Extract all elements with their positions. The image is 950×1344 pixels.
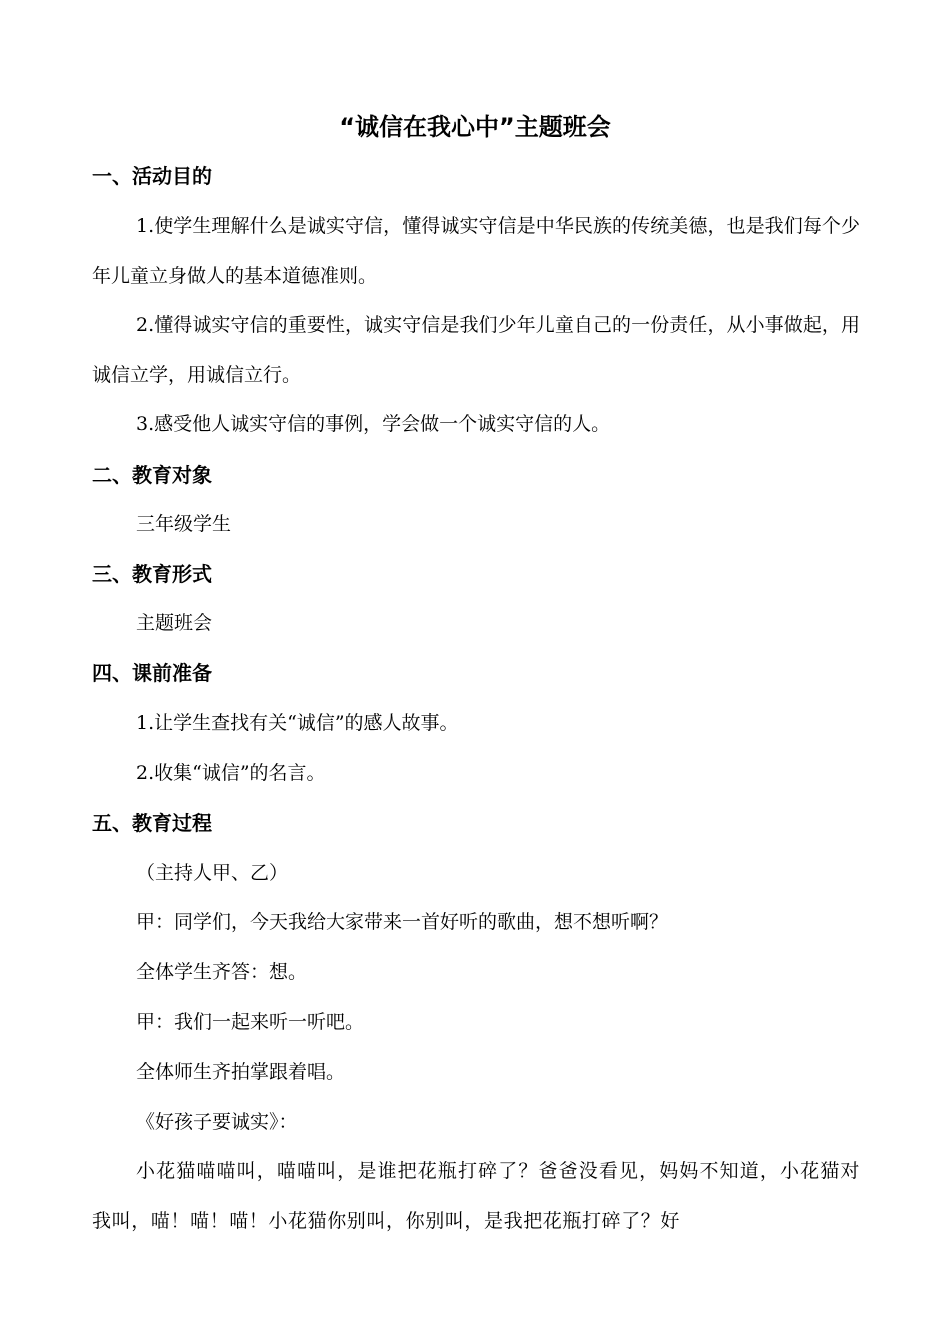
audience-text: 三年级学生 <box>136 513 232 535</box>
process-line-host-a-intro: 甲：同学们，今天我给大家带来一首好听的歌曲，想不想听啊？ <box>136 911 669 933</box>
process-line-host-a-listen: 甲：我们一起来听一听吧。 <box>136 1011 365 1033</box>
purpose-item-3: 3.感受他人诚实守信的事例，学会做一个诚实守信的人。 <box>136 413 611 435</box>
section-heading-process: 五、教育过程 <box>92 811 212 835</box>
song-lyrics: 小花猫喵喵叫，喵喵叫，是谁把花瓶打碎了？爸爸没看见，妈妈不知道，小花猫对我叫，喵！喵！喵！小花猫你别叫，你别叫，是我把花瓶打碎了？好 <box>92 1160 860 1232</box>
section-heading-audience: 二、教育对象 <box>92 463 212 487</box>
document-title: “诚信在我心中”主题班会 <box>339 113 611 141</box>
preparation-item-1: 1.让学生查找有关“诚信”的感人故事。 <box>136 712 459 734</box>
section-heading-preparation: 四、课前准备 <box>92 661 212 685</box>
process-line-students-reply: 全体学生齐答：想。 <box>136 961 308 983</box>
preparation-item-2: 2.收集“诚信”的名言。 <box>136 762 326 784</box>
section-heading-purpose: 一、活动目的 <box>92 164 212 188</box>
purpose-item-2: 2.懂得诚实守信的重要性，诚实守信是我们少年儿童自己的一份责任，从小事做起，用诚信立学，用诚信立行。 <box>92 314 860 386</box>
format-text: 主题班会 <box>136 612 213 634</box>
process-line-hosts: （主持人甲、乙） <box>136 862 289 884</box>
process-line-sing-along: 全体师生齐拍掌跟着唱。 <box>136 1061 346 1083</box>
purpose-item-1: 1.使学生理解什么是诚实守信，懂得诚实守信是中华民族的传统美德，也是我们每个少年儿童立身做人的基本道德准则。 <box>92 215 860 287</box>
section-heading-format: 三、教育形式 <box>92 562 212 586</box>
song-title: 《好孩子要诚实》： <box>136 1111 298 1133</box>
